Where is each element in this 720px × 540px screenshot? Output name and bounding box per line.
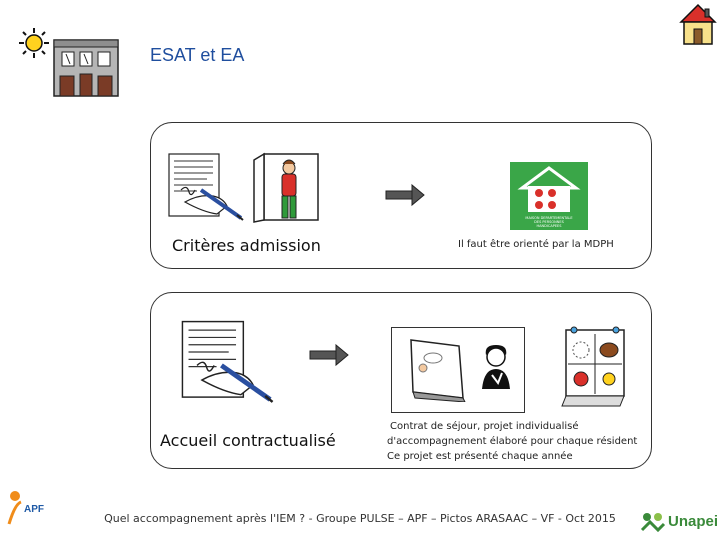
- calendar-icon: [560, 326, 630, 410]
- mdph-logo-icon: [510, 162, 588, 230]
- document-pen-icon: [167, 152, 245, 224]
- home-icon[interactable]: [678, 2, 718, 46]
- mdph-line-3: HANDICAPEES: [536, 224, 562, 228]
- footer-text: Quel accompagnement après l'IEM ? - Groupe PULSE – APF – Pictos ARASAAC – VF - Oct 2015: [104, 512, 616, 525]
- mdph-line-1: MAISON DEPARTEMENTALE: [525, 216, 573, 220]
- person-door-icon: [250, 152, 322, 224]
- mdph-line-2: DES PERSONNES: [534, 220, 564, 224]
- unapei-logo-icon: [640, 510, 666, 532]
- unapei-logo-text: Unapei: [668, 513, 719, 530]
- apf-logo-text: APF: [24, 504, 44, 515]
- page-title: ESAT et EA: [150, 45, 245, 65]
- mdph-text: Il faut être orienté par la MDPH: [458, 239, 614, 250]
- arrow-right-icon: [384, 183, 426, 207]
- document-pen-icon: [180, 318, 275, 408]
- arrow-right-icon: [308, 343, 350, 367]
- contract-text-3: Ce projet est présenté chaque année: [387, 451, 573, 462]
- person-icon: [478, 345, 514, 391]
- contract-text-2: d'accompagnement élaboré pour chaque résident: [387, 436, 638, 447]
- contract-text-1: Contrat de séjour, projet individualisé: [390, 421, 579, 432]
- admission-caption: Critères admission: [172, 236, 321, 255]
- sun-icon: [14, 25, 54, 65]
- building-icon: [52, 38, 120, 98]
- book-icon: [405, 336, 469, 402]
- contract-caption: Accueil contractualisé: [160, 431, 336, 450]
